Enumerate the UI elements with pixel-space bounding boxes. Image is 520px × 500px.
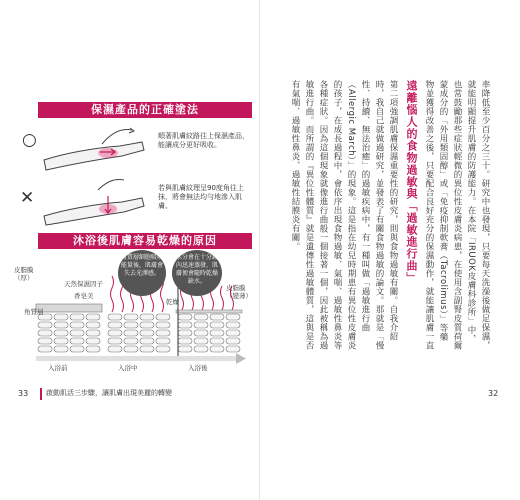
- section2-title: 沐浴後肌膚容易乾燥的原因: [38, 233, 252, 249]
- step-after-bath: 入浴後: [188, 364, 208, 372]
- text-column-b: 第二項強調肌膚保濕重要性的研究，則與食物過敏有關。自我介紹時，我自己就做過研究，並發表了有關食物過敏的論文。那就是「慢性、持續、無法治癒」的過敏疾病中，有一種叫做「過敏進行曲（Allergic March）」的現象。這是指在幼兒時期患有異位性皮膚炎的孩子，在成長過程中，會依序出現食物過敏、氣喘、過敏性鼻炎等各種症狀。因為這個現象就像進行曲般一個接著一個，因此被稱為過敏進行曲。而所謂的『異位性體質』就是遺傳性過敏體質，這與是否有氣喘、過敏性鼻炎、過敏性結膜炎有關。: [290, 80, 398, 350]
- sebum-thick-label: 皮脂膜（厚）: [14, 266, 34, 282]
- dry-label: 乾燥: [166, 298, 179, 306]
- section-heading: 遠離惱人的食物過敏與「過敏進行曲」: [405, 80, 418, 284]
- footer-accent-bar: [40, 388, 42, 400]
- nmf-label: 天然保濕因子: [64, 280, 103, 288]
- right-page: [260, 0, 520, 500]
- arm-good-illustration: [42, 124, 147, 172]
- info-bubble-energy: 角質層細胞吸收能量後，肌膚會失去光澤感。: [118, 250, 166, 296]
- bad-example-text: 若與肌膚紋理呈90度角往上抹，將會無法均勻地滲入肌膚。: [158, 184, 244, 210]
- running-title: 啟動肌活三步驟，讓肌膚出現美麗的轉變: [46, 389, 172, 397]
- bad-mark: ✕: [20, 188, 35, 208]
- right-page-number: 32: [488, 389, 499, 398]
- sebum-thin-label: 皮脂膜（變薄）: [226, 284, 252, 300]
- stratum-label: 角質層: [24, 308, 44, 316]
- info-bubble-evaporation: 水分會在十分鐘內迅速蒸發，肌膚便會隨時乾燥缺水。: [172, 250, 222, 296]
- good-example-text: 順著肌膚紋路往上保濕產品，能讓成分更好吸收。: [158, 132, 249, 149]
- good-mark: ○: [22, 130, 37, 150]
- step-during-bath: 入浴中: [118, 364, 138, 372]
- text-column-a: 率降低至少百分之三十。研究中也發現，只要每天洗澡後做足保濕，就能明顯提升肌膚的防護能力。在本院「IRUOK皮膚科診所」中，也常鼓勵那些症狀輕微的異位性皮膚炎病患，在使用含副腎皮質荷爾蒙成分的「外用類固醇」或「免疫抑制軟膏（Tacrolimus）」等藥物並獲得改善之後，只要配合良好充分的保濕動作，就能讓肌膚一直: [424, 80, 490, 350]
- section1-title: 保濕產品的正確塗法: [38, 102, 252, 118]
- left-page-number: 33: [18, 389, 29, 398]
- soap-label: 香皂美: [74, 292, 94, 300]
- step-before-bath: 入浴前: [48, 364, 68, 372]
- arm-bad-illustration: [42, 176, 147, 226]
